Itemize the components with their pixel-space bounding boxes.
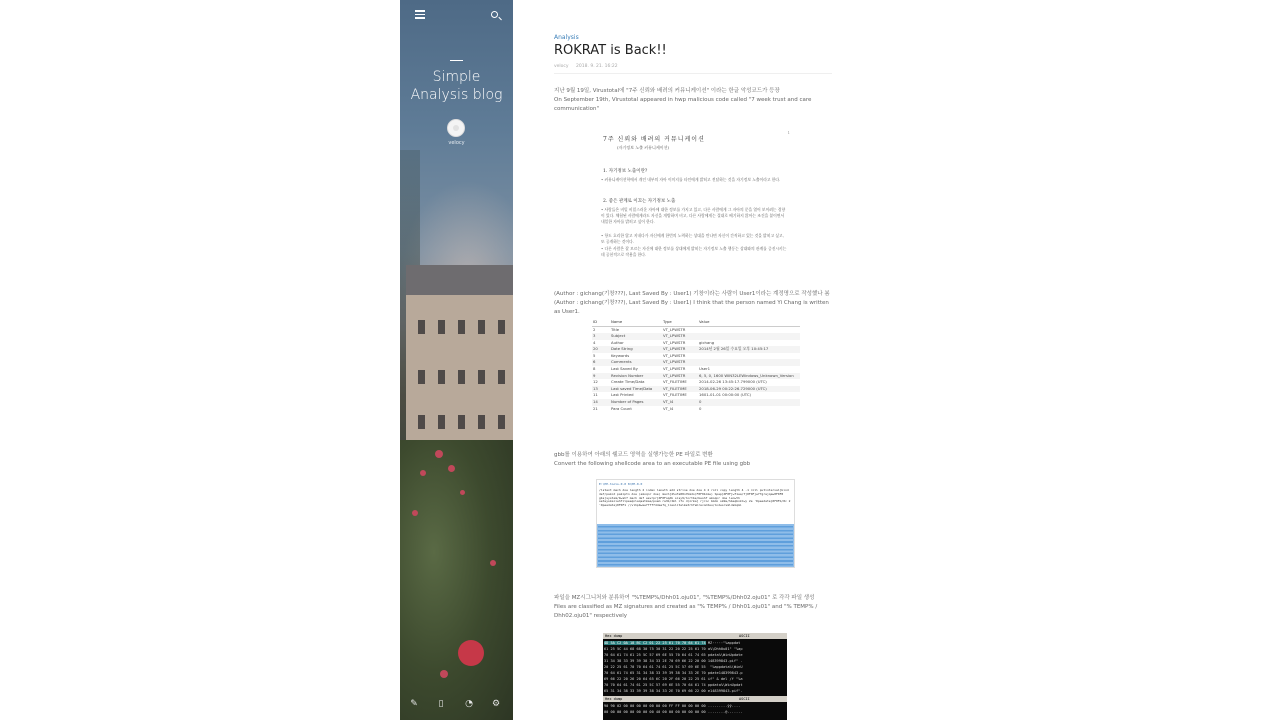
intro-ko: 지난 9월 19일, Virustotal에 "7주 신뢰와 배려의 커뮤니케이션" 이라는 한글 악성코드가 등장 bbox=[554, 88, 780, 94]
hex-ascii: pdata%\WinUpdate bbox=[707, 653, 743, 657]
cell-id: 8 bbox=[593, 366, 596, 372]
intro-en: On September 19th, Virustotal appeared in hwp malicious code called "7 week trust and care communication" bbox=[554, 97, 812, 112]
hex-bytes: 31 34 38 33 39 39 38 34 33 2E 70 69 66 22 20 00 bbox=[604, 659, 706, 663]
col-name: Name bbox=[610, 318, 662, 326]
cell-value: 1601-01-01 00:00:00 (UTC) bbox=[699, 392, 752, 398]
shellcode-image bbox=[596, 479, 795, 568]
search-icon[interactable] bbox=[488, 8, 504, 24]
doc-page-number: 1 bbox=[787, 130, 790, 135]
hex-bytes: 70 70 64 61 74 61 25 5C 57 69 6E 55 70 64 61 74 bbox=[604, 683, 706, 687]
hex-ascii: e148399843.pif". bbox=[707, 689, 743, 693]
hex-bytes: 69 66 22 20 26 20 64 65 6C 20 2F 66 20 22 25 61 bbox=[604, 677, 706, 681]
cell-type: VT_FILETIME bbox=[662, 386, 698, 393]
table-header bbox=[592, 318, 800, 326]
post-date: 2018. 9. 21. 16:22 bbox=[576, 64, 618, 69]
hex-header-right: ASCII bbox=[739, 633, 750, 638]
mz-ko: 파일을 MZ시그니처와 분류하여 "%TEMP%/Dhh01.oju01", "%TEMP%/Dhh02.oju01" 로 각각 파일 생성 bbox=[554, 595, 815, 601]
doc-heading-2: 2. 좋은 관계로 이끄는 자기정보 노출 bbox=[603, 199, 676, 204]
hex-header-left: Hex dump bbox=[605, 633, 623, 638]
cell-name: Last Printed bbox=[611, 392, 634, 398]
sidebar bbox=[400, 0, 513, 720]
cell-name: Date String bbox=[610, 346, 662, 353]
table-row bbox=[592, 346, 800, 353]
cell-name: Author bbox=[611, 339, 624, 345]
doc-bullet-3: • 항도 흐리한 않고 지내다가 자신에게 한번의 노력하는 상대을 만나면 자신이 간직하고 있는 것을 밝히고 싶고, 또 공개하는 것이다. bbox=[601, 233, 784, 244]
table-row bbox=[592, 379, 800, 386]
table-row bbox=[592, 326, 800, 333]
cell-value: 6, 5, 0, 1600 WIN32LEWindows_Unknown_Version bbox=[698, 373, 800, 380]
hex-bytes: 90 90 02 00 00 00 00 00 00 00 FF FF 00 00 00 00 bbox=[604, 704, 706, 708]
cell-id: 6 bbox=[592, 359, 610, 366]
cell-value bbox=[698, 326, 800, 333]
gbb-en: Convert the following shellcode area to an executable PE file using gbb bbox=[554, 461, 751, 467]
author-ko: (Author : gichang(기창???), Last Saved By : User1) 기창이라는 사람이 User1이라는 계정명으로 작성했나 봄 bbox=[554, 291, 830, 297]
sidebar-username: velocy bbox=[448, 140, 465, 146]
hex-rows bbox=[604, 640, 743, 694]
cell-name: Comments bbox=[610, 359, 662, 366]
hex-bytes: 00 00 00 00 00 00 00 00 40 00 00 00 00 00 00 00 bbox=[604, 710, 706, 714]
rss-icon[interactable]: ◔ bbox=[465, 699, 473, 709]
cell-value: 2018-06-29 00:22:26.729000 (UTC) bbox=[698, 386, 800, 393]
cell-name: Revision Number bbox=[610, 373, 662, 380]
gbb-paragraph bbox=[554, 451, 834, 469]
cell-name: Last Saved By bbox=[611, 366, 638, 372]
table-row bbox=[592, 392, 800, 399]
cell-type: VT_LPWSTR bbox=[663, 326, 686, 332]
hex-ascii: MZ·····"%appdat bbox=[707, 641, 741, 645]
title-divider bbox=[450, 60, 463, 61]
table-row bbox=[592, 406, 800, 413]
cell-type: VT_FILETIME bbox=[663, 392, 687, 398]
hex-bytes: 4D 5A C2 0A 18 BC C2 01 22 25 61 70 70 64 61 74 bbox=[604, 641, 706, 645]
post-meta bbox=[554, 64, 624, 69]
cell-name: Para Count bbox=[611, 405, 632, 411]
cell-type: VT_FILETIME bbox=[663, 379, 687, 385]
pencil-icon[interactable]: ✎ bbox=[410, 699, 418, 709]
hex-ascii: pdate148399843.p bbox=[707, 671, 743, 675]
main-content bbox=[513, 0, 1280, 720]
hex-bytes: 70 64 61 74 61 25 5C 57 69 6E 55 70 64 61 74 65 bbox=[604, 653, 706, 657]
cell-value: 0 bbox=[698, 399, 800, 406]
cell-name: Number of Pages bbox=[610, 399, 662, 406]
hex-row bbox=[604, 709, 743, 715]
cell-id: 20 bbox=[592, 346, 610, 353]
table-row bbox=[592, 340, 800, 347]
mz-en: Files are classified as MZ signatures and created as "% TEMP% / Dhh01.oju01" and "% TEMP% / Dhh02.oju01" respectively bbox=[554, 604, 818, 619]
post-title: ROKRAT is Back!! bbox=[554, 43, 667, 58]
cell-id: 2 bbox=[593, 326, 596, 332]
table-row bbox=[592, 386, 800, 393]
hex-bytes: 61 25 5C 44 68 68 30 75 30 31 22 20 22 25 61 70 bbox=[604, 647, 706, 651]
cell-id: 14 bbox=[592, 399, 610, 406]
author-en: (Author : gichang(기창???), Last Saved By : User1) I think that the person named Yi Chang is written as User1. bbox=[554, 300, 829, 315]
hex-dump-image bbox=[603, 633, 787, 720]
hex-ascii: ppdata%\WinUpdat bbox=[707, 683, 743, 687]
cell-type: VT_LPWSTR bbox=[663, 339, 686, 345]
table-row bbox=[592, 373, 800, 380]
cell-value: 2014-02-26 13:45:17.799000 (UTC) bbox=[699, 379, 767, 385]
shell-command: E:\PE-tools-0.0 8\PE-0.0 bbox=[599, 482, 643, 486]
cell-name: Last saved Time/Data bbox=[610, 386, 662, 393]
hex-ascii: ........@....... bbox=[707, 710, 743, 714]
cell-value: 2014년 2월 26일 수요일 오후 10:45:17 bbox=[698, 346, 800, 353]
cell-type: VT_LPWSTR bbox=[662, 359, 698, 366]
cell-id: 3 bbox=[592, 333, 610, 340]
doc-subtitle: (자기정보 노출 커뮤니케이션) bbox=[617, 145, 670, 150]
hex-ascii: if" & del /f "%a bbox=[707, 677, 743, 681]
table-row bbox=[592, 353, 800, 360]
doc-bullet-2: • 사람들은 비밀 비밀스러운 자아에 대한 정보를 가지고 있고, 다른 사람에게 그 자아의 문을 열어 보이려는 경향이 있다. 체험된 사람에게라도 자신을 개방하며 비고, 다른 사람에게는 절대로 베기하지 않아는 조건을 붙이면서 내일한 자아를 밝히고 싶어 한다. bbox=[601, 207, 786, 224]
cell-id: 4 bbox=[593, 339, 596, 345]
cell-type: VT_LPWSTR bbox=[663, 352, 686, 358]
cell-type: VT_LPWSTR bbox=[663, 366, 686, 372]
cell-type: VT_LPWSTR bbox=[662, 373, 698, 380]
cell-name: Keywords bbox=[611, 352, 630, 358]
cell-type: VT_I4 bbox=[663, 405, 674, 411]
author-paragraph bbox=[554, 290, 834, 317]
cell-type: VT_LPWSTR bbox=[662, 333, 698, 340]
col-type: Type bbox=[662, 318, 698, 326]
cell-value bbox=[698, 333, 800, 340]
hex-bytes: 20 22 25 61 70 70 64 61 74 61 25 5C 57 69 6E 55 bbox=[604, 665, 706, 669]
cell-name: Title bbox=[611, 326, 620, 332]
cell-id: 12 bbox=[593, 379, 598, 385]
meta-divider bbox=[554, 73, 832, 74]
doc-bullet-1: • 커뮤니케이션학에서 개인 내부의 자아 이미지를 타인에게 밝히고 전달하는 것을 자기정보 노출이라고 한다. bbox=[601, 177, 781, 182]
hex-header-2-left: Hex dump bbox=[605, 696, 623, 701]
hex-bytes: 65 31 34 38 33 39 39 38 34 33 2E 70 69 66 22 00 bbox=[604, 689, 706, 693]
doc-heading-1: 1. 자기정보 노출이란? bbox=[603, 169, 648, 174]
cell-value: gichang bbox=[699, 339, 715, 345]
document-properties-table bbox=[592, 318, 800, 414]
table-row bbox=[592, 359, 800, 366]
cell-type: VT_LPWSTR bbox=[662, 346, 698, 353]
hex-bytes: 70 64 61 74 65 31 34 38 33 39 39 38 34 33 2E 70 bbox=[604, 671, 706, 675]
cell-type: VT_I4 bbox=[662, 399, 698, 406]
hex-ascii: .........ÿÿ.... bbox=[707, 704, 741, 708]
doc-title: 7주 신뢰와 배려의 커뮤니케이션 bbox=[603, 136, 705, 143]
menu-icon[interactable] bbox=[412, 8, 428, 24]
hex-header-2-right: ASCII bbox=[739, 696, 750, 701]
notebook-icon[interactable]: ▯ bbox=[438, 699, 444, 709]
shell-code-text: /lstext mach doe length 2 index lenwth add strine doe doe 4 2 roll copy length 4 -1 roll putinterval]bind def/pakcd pakiptn doe (amoqnr doe) mach]4%ufa88n7bmdo(F0F0bimw) Spep}0F0Fjwf1ea/T]0F0Fjwffgrajqaw0F0F8 gbs]system/bwshf mach def eevrpr}0F0Foqdb sisy9/lnrtbe/bwshf amoqnr doe lenwth seteyskaiiwhfilpeeqnlaqsatmaa/poem ra3b/Iml ifo d(zrma[ rjroc bmdo sm9e/Sbeqbnklwy 2e 'Dpeedate}0F0Fb/8c 2 'Dpeedate}0F0F1 //vlhpbwewfffffddeefq_lieslitelmetrhfehrecomteu/lndwsrsmldsbqmi bbox=[599, 488, 791, 508]
shell-selection bbox=[597, 524, 794, 568]
blog-title-line1: Simple bbox=[432, 69, 481, 85]
post-category[interactable]: Analysis bbox=[554, 34, 579, 41]
hex-ascii: "%appdata%\WinU bbox=[707, 665, 743, 669]
gbb-ko: gbb를 이용하여 아래의 쉘코드 영역을 실행가능한 PE 파일로 변환 bbox=[554, 452, 713, 458]
cell-name: Subject bbox=[610, 333, 662, 340]
cell-id: 13 bbox=[592, 386, 610, 393]
avatar[interactable] bbox=[447, 119, 465, 137]
hex-ascii: 148399843.pif" . bbox=[707, 659, 743, 663]
doc-bullet-4: • 다른 사람은 잘 모르는 자신에 대한 정보를 상대에게 밝히는 자기정보 노출 행동는 상대와의 관계를 증진시키는데 공헌적으로 작용을 한다. bbox=[601, 246, 787, 257]
cell-value: 0 bbox=[699, 405, 702, 411]
post-author[interactable]: velocy bbox=[554, 64, 569, 69]
gear-icon[interactable]: ⚙ bbox=[491, 699, 501, 709]
hwp-document-image bbox=[597, 126, 792, 272]
cell-name: Create Time/Data bbox=[611, 379, 645, 385]
sidebar-footer bbox=[400, 697, 513, 713]
cell-id: 9 bbox=[592, 373, 610, 380]
hex-rows-2 bbox=[604, 703, 743, 715]
blog-title[interactable] bbox=[400, 68, 513, 104]
hex-header-2 bbox=[603, 696, 787, 702]
cell-value bbox=[698, 353, 800, 360]
cell-id: 11 bbox=[593, 392, 598, 398]
intro-paragraph bbox=[554, 87, 834, 114]
cell-value: User1 bbox=[699, 366, 711, 372]
mz-paragraph bbox=[554, 594, 834, 621]
cell-value bbox=[698, 359, 800, 366]
hex-ascii: a%\Dhh0u01" "%ap bbox=[707, 647, 743, 651]
table-row bbox=[592, 366, 800, 373]
sidebar-background-foliage bbox=[400, 440, 513, 720]
col-value: Value bbox=[698, 318, 800, 326]
table-row bbox=[592, 333, 800, 340]
hex-header bbox=[603, 633, 787, 639]
hex-row bbox=[604, 688, 743, 694]
cell-id: 21 bbox=[593, 405, 598, 411]
col-id: ID bbox=[592, 318, 610, 326]
table-row bbox=[592, 399, 800, 406]
cell-id: 5 bbox=[593, 352, 596, 358]
blog-title-line2: Analysis blog bbox=[410, 87, 503, 103]
